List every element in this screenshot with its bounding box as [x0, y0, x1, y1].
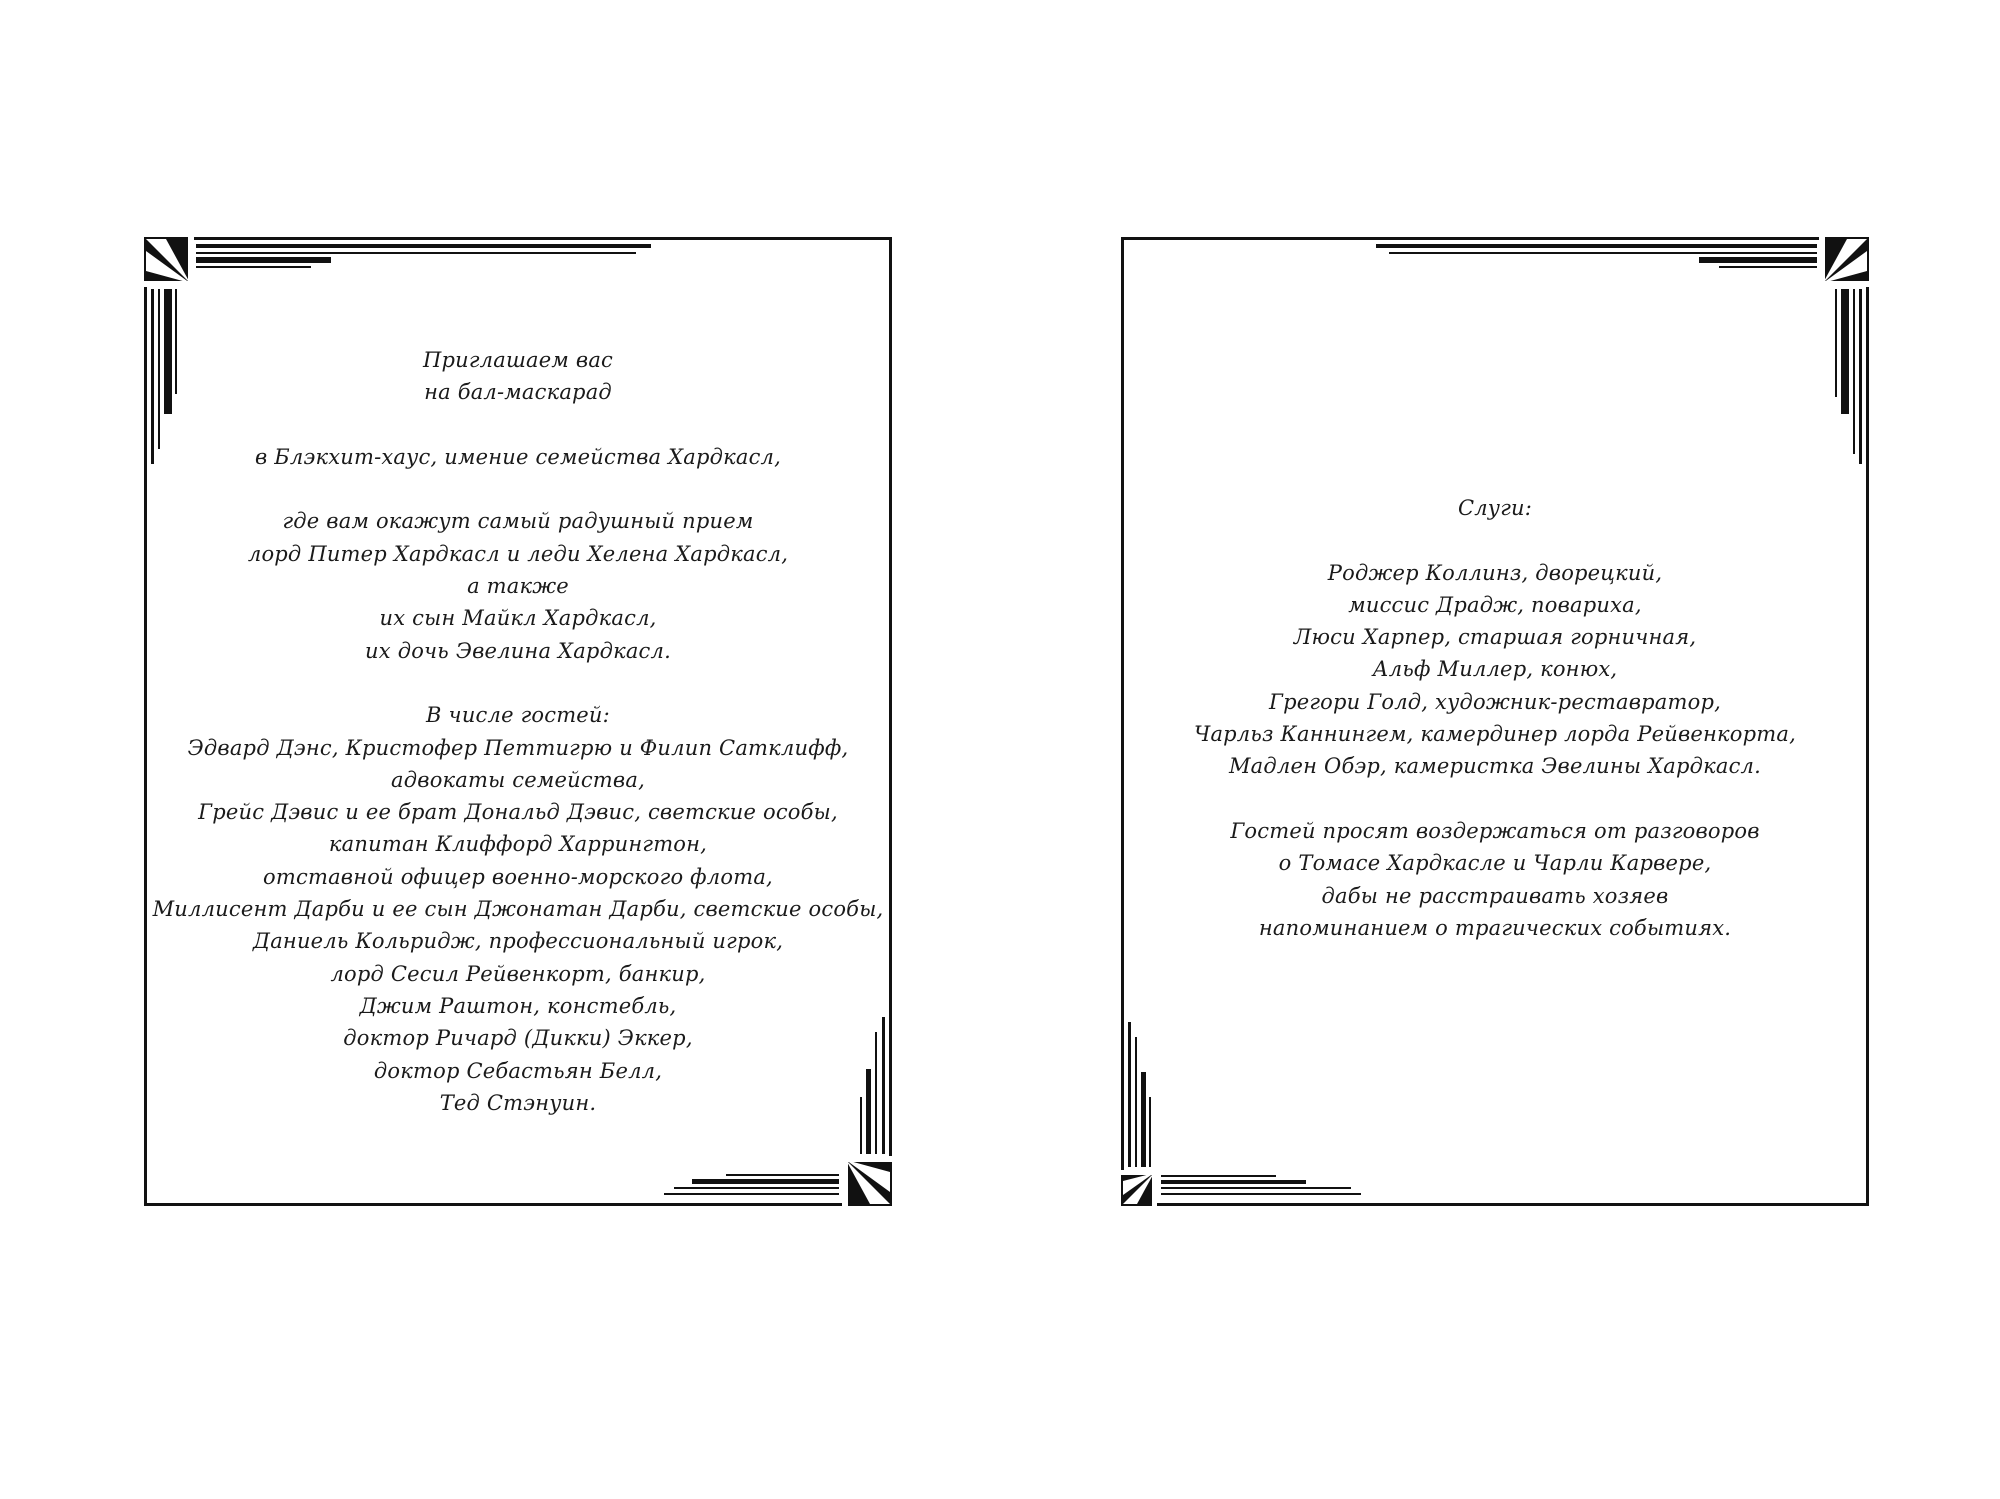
- text-line: дабы не расстраивать хозяев: [1321, 883, 1669, 908]
- text-line: Роджер Коллинз, дворецкий,: [1327, 560, 1663, 585]
- text-line: лорд Питер Хардкасл и леди Хелена Хардкасл,: [247, 541, 789, 566]
- text-line: Даниель Кольридж, профессиональный игрок,: [252, 929, 784, 954]
- invitation-card-right: [1121, 237, 1869, 1206]
- corner-fan-bottom-right: [842, 1156, 892, 1206]
- deco-lines-top-right: [1376, 244, 1817, 268]
- text-line: Гостей просят воздержаться от разговоров: [1230, 818, 1760, 843]
- text-line: их дочь Эвелина Хардкасл.: [365, 638, 671, 663]
- text-line: Грейс Дэвис и ее брат Дональд Дэвис, светские особы,: [198, 800, 838, 825]
- invitation-text: [147, 344, 889, 1119]
- invitation-card-left: [144, 237, 892, 1206]
- corner-fan-top-right: [1819, 237, 1869, 287]
- text-line: а также: [467, 574, 569, 599]
- deco-lines-bottom-left: [1161, 1175, 1361, 1195]
- text-line: капитан Клиффорд Харрингтон,: [328, 832, 708, 857]
- corner-fan-bottom-left: [1121, 1170, 1157, 1206]
- text-line: Джим Раштон, констебль,: [359, 993, 677, 1018]
- text-line: напоминанием о трагических событиях.: [1258, 915, 1732, 940]
- deco-lines-top-left: [196, 244, 651, 268]
- text-line: Миллисент Дарби и ее сын Джонатан Дарби, светские особы,: [152, 897, 884, 922]
- text-line: где вам окажут самый радушный прием: [282, 509, 754, 534]
- text-line: В числе гостей:: [426, 703, 610, 728]
- text-line: лорд Сесил Рейвенкорт, банкир,: [330, 961, 706, 986]
- deco-lines-left-bottom: [1128, 1022, 1151, 1167]
- text-line: Мадлен Обэр, камеристка Эвелины Хардкасл.: [1228, 754, 1762, 779]
- corner-fan-top-left: [144, 237, 194, 287]
- text-line: Люси Харпер, старшая горничная,: [1293, 625, 1697, 650]
- text-line: доктор Ричард (Дикки) Эккер,: [343, 1026, 693, 1051]
- text-line: о Томасе Хардкасле и Чарли Карвере,: [1278, 851, 1712, 876]
- text-line: миссис Драдж, повариха,: [1348, 592, 1642, 617]
- deco-lines-right-top: [1835, 289, 1862, 464]
- text-line: отставной офицер военно-морского флота,: [263, 864, 773, 889]
- staff-notice-text: [1124, 492, 1866, 944]
- text-line: Тед Стэнуин.: [439, 1090, 597, 1115]
- text-line: Чарльз Каннингем, камердинер лорда Рейвенкорта,: [1194, 722, 1796, 747]
- text-line: доктор Себастьян Белл,: [373, 1058, 663, 1083]
- text-line: в Блэкхит-хаус, имение семейства Хардкасл,: [255, 444, 781, 469]
- text-line: Слуги:: [1457, 496, 1533, 520]
- text-line: Альф Миллер, конюх,: [1372, 657, 1618, 682]
- text-line: Приглашаем вас: [422, 348, 614, 372]
- text-line: адвокаты семейства,: [391, 767, 645, 792]
- text-line: Грегори Голд, художник-реставратор,: [1268, 689, 1722, 714]
- text-line: на бал-маскарад: [424, 380, 612, 405]
- deco-lines-bottom-right: [664, 1174, 839, 1195]
- text-line: Эдвард Дэнс, Кристофер Петтигрю и Филип Сатклифф,: [187, 735, 849, 760]
- text-line: их сын Майкл Хардкасл,: [379, 606, 657, 631]
